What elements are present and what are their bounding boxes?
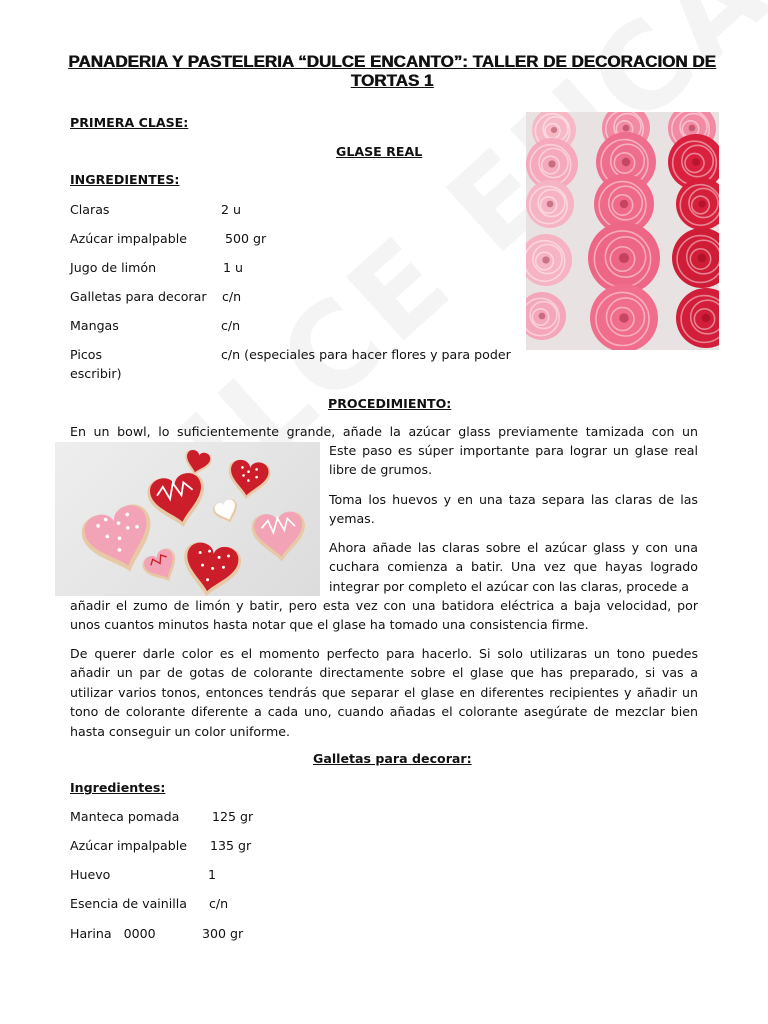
ingredients-heading: INGREDIENTES: (70, 172, 180, 187)
sugar-rose (588, 222, 660, 294)
sugar-rose (526, 234, 572, 286)
ingredient-qty: c/n (221, 318, 241, 333)
procedure-paragraph-1: Este paso es súper importante para lograr un glase real libre de grumos. (329, 443, 698, 478)
cookies-ingredients-heading: Ingredientes: (70, 780, 166, 795)
section-heading: PRIMERA CLASE: (70, 115, 189, 130)
sugar-rose (676, 288, 719, 348)
sugar-rose (672, 228, 719, 288)
ingredient-name: Esencia de vainilla (70, 896, 188, 911)
ingredient-qty: c/n (especiales para hacer flores y para poder (221, 347, 511, 362)
procedure-paragraph-3: Ahora añade las claras sobre el azúcar glass y con una cuchara comienza a batir. Una vez que hayas logrado integrar por completo el azúcar con las claras, procede a (329, 540, 698, 594)
ingredient-name: Huevo (70, 867, 111, 882)
ingredient-qty: 300 gr (202, 926, 244, 941)
cookies-heading: Galletas para decorar: (313, 751, 472, 766)
page-title: PANADERIA Y PASTELERIA “DULCE ENCANTO”: TALLER DE DECORACION DE TORTAS 1 (68, 52, 716, 90)
procedure-paragraph-3-continued: añadir el zumo de limón y batir, pero esta vez con una batidora eléctrica a baja velocidad, por unos cuantos minutos hasta notar que el glase ha tomado una consistencia firme. (70, 598, 698, 633)
sugar-rose (526, 292, 566, 340)
procedure-line-1: En un bowl, lo suficientemente grande, añade la azúcar glass previamente tamizada con un (70, 424, 698, 439)
ingredient-name: Azúcar impalpable (70, 231, 187, 246)
ingredient-name: Jugo de limón (70, 260, 157, 275)
sugar-rose (526, 180, 574, 228)
ingredient-name: Harina 0000 (70, 926, 156, 941)
ingredient-name: Mangas (70, 318, 119, 333)
ingredient-qty: c/n (209, 896, 229, 911)
ingredient-name: Manteca pomada (70, 809, 180, 824)
heart-cookies-photo (55, 442, 320, 596)
ingredient-qty: 125 gr (212, 809, 254, 824)
ingredient-name: Galletas para decorar (70, 289, 207, 304)
ingredient-name: Azúcar impalpable (70, 838, 187, 853)
sugar-rose (590, 284, 658, 350)
procedure-heading: PROCEDIMIENTO: (328, 396, 452, 411)
ingredient-qty: 1 (208, 867, 217, 882)
ingredient-qty: 2 u (221, 202, 241, 217)
ingredient-name: Claras (70, 202, 110, 217)
ingredient-qty: 135 gr (210, 838, 252, 853)
sugar-roses-photo (526, 112, 719, 350)
ingredient-qty: 500 gr (225, 231, 267, 246)
ingredient-qty: 1 u (223, 260, 243, 275)
ingredient-qty: c/n (222, 289, 242, 304)
ingredient-name-continued: escribir) (70, 366, 122, 381)
recipe-subtitle: GLASE REAL (336, 144, 423, 159)
ingredient-name: Picos (70, 347, 103, 362)
procedure-paragraph-2: Toma los huevos y en una taza separa las claras de las yemas. (329, 492, 698, 527)
procedure-paragraph-4: De querer darle color es el momento perfecto para hacerlo. Si solo utilizaras un tono puedes añadir un par de gotas de colorante directamente sobre el glase que has preparado, si vas a utilizar varios tonos, entonces tendrás que separar el glase en diferentes recipientes y añadir un tono de colorante diferente a cada uno, cuando añadas el colorante asegúrate de mezclar bien hasta conseguir un color uniforme. (70, 646, 698, 739)
